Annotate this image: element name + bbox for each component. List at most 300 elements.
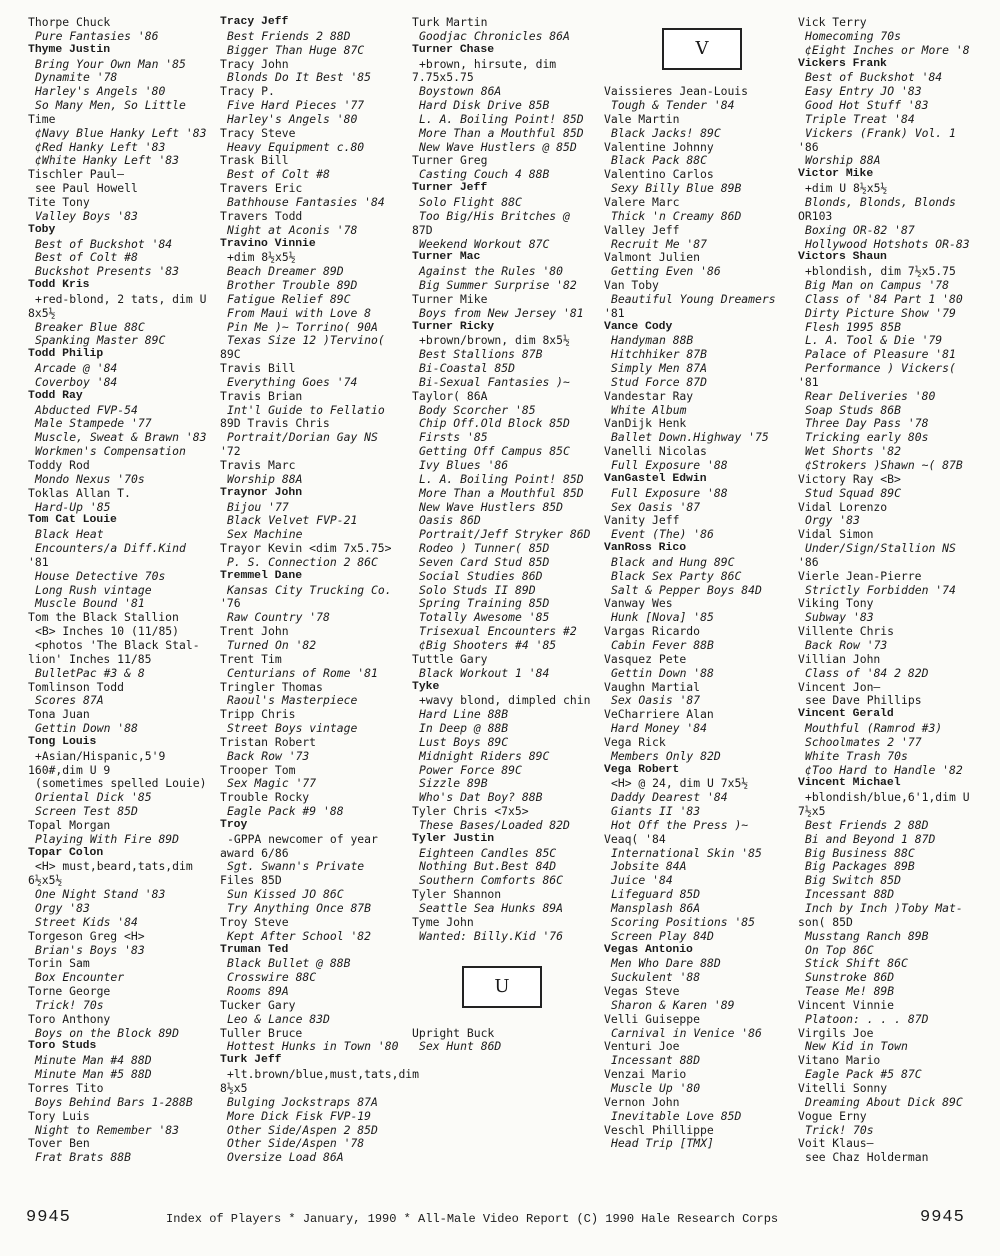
index-entry: Tracy Steve (220, 125, 296, 140)
video-title: House Detective 70s (35, 568, 166, 583)
video-title: Getting Even '86 (611, 264, 721, 279)
video-title: Boys from New Jersey '81 (419, 305, 584, 320)
index-entry: Toddy Rod (28, 458, 90, 472)
video-title: Raoul's Masterpiece (227, 693, 358, 708)
video-title: Eagle Pack #5 87C (805, 1067, 922, 1082)
video-title: Sex Magic '77 (227, 776, 317, 791)
index-entry: Taylor( 86A (412, 388, 488, 403)
video-title: Full Exposure '88 (611, 458, 728, 472)
video-title: Long Rush vintage (35, 582, 152, 597)
video-title: Hard Line 88B (419, 707, 509, 722)
index-entry: 8½x5 (220, 1080, 248, 1095)
index-entry: Torin Sam (28, 956, 90, 971)
video-title: Hitchhiker 87B (611, 347, 708, 362)
video-title: Seattle Sea Hunks 89A (419, 901, 564, 915)
video-title: Spring Training 85D (419, 596, 550, 611)
player-name: VanRoss Rico (604, 542, 687, 555)
index-entry: Tringler Thomas (220, 679, 323, 694)
video-title: Seven Card Stud 85D (419, 554, 550, 569)
video-title: Getting Off Campus 85C (419, 444, 570, 459)
index-entry: Trent John (220, 624, 289, 639)
video-title: Head Trip [TMX] (611, 1136, 714, 1151)
video-title: New Wave Hustlers 85D (419, 499, 564, 514)
player-name: Thyme Justin (28, 43, 111, 56)
video-title: ¢Big Shooters #4 '85 (419, 637, 557, 652)
index-entry: VanDijk Henk (604, 416, 687, 431)
player-name: Truman Ted (220, 943, 289, 956)
video-title: Black Workout 1 '84 (419, 665, 550, 680)
index-entry: Vaissieres Jean-Louis (604, 84, 749, 99)
video-title: Body Scorcher '85 (419, 402, 536, 417)
video-title: Homecoming 70s (805, 28, 902, 43)
video-title: Full Exposure '88 (611, 485, 728, 500)
video-title: Black Jacks! 89C (611, 125, 721, 140)
video-title: Black Heat (35, 527, 104, 542)
index-entry: Tracy P. (220, 84, 275, 99)
index-entry: Vale Martin (604, 111, 680, 126)
video-title: Workmen's Compensation (35, 444, 186, 459)
video-title: Carnival in Venice '86 (611, 1025, 762, 1040)
index-entry: Travis Brian (220, 388, 303, 403)
page-number-right: 9945 (920, 1208, 965, 1227)
video-title: Trisexual Encounters #2 (419, 624, 577, 639)
video-title: Muscle Bound '81 (35, 596, 145, 611)
video-title: Vickers (Frank) Vol. 1 (805, 125, 956, 140)
index-entry: Tyler Chris <7x5> (412, 804, 529, 819)
video-title: Kept After School '82 (227, 928, 372, 943)
index-entry: Vitelli Sonny (798, 1080, 888, 1095)
video-title: Dynamite '78 (35, 70, 118, 85)
index-entry: Tyler Shannon (412, 887, 502, 902)
player-detail: +brown, hirsute, dim (419, 56, 557, 71)
video-title: Crosswire 88C (227, 970, 317, 985)
video-title: Breaker Blue 88C (35, 319, 145, 334)
index-entry: 7.75x5.75 (412, 70, 474, 85)
video-title: Rooms 89A (227, 984, 289, 999)
video-title: Totally Awesome '85 (419, 610, 550, 625)
index-entry: Vitano Mario (798, 1053, 881, 1068)
index-entry: 89D Travis Chris (220, 416, 330, 431)
video-title: Int'l Guide to Fellatio (227, 402, 385, 417)
index-entry: Vick Terry (798, 15, 867, 29)
index-entry: Valere Marc (604, 194, 680, 209)
video-title: Southern Comforts 86C (419, 873, 564, 888)
video-title: Black Sex Party 86C (611, 568, 742, 583)
video-title: Power Force 89C (419, 762, 522, 777)
video-title: Playing With Fire 89D (35, 831, 180, 846)
player-name: Toby (28, 223, 56, 236)
index-entry: Valentine Johnny (604, 139, 714, 154)
player-name: Tom Cat Louie (28, 514, 117, 527)
video-title: Juice '84 (611, 873, 673, 888)
video-title: Other Side/Aspen '78 (227, 1136, 365, 1151)
video-title: Lifeguard 85D (611, 887, 701, 902)
index-entry: Valentino Carlos (604, 167, 714, 182)
index-entry: Voit Klaus— (798, 1136, 874, 1151)
index-entry: VeCharriere Alan (604, 707, 714, 722)
video-title: Strictly Forbidden '74 (805, 582, 956, 597)
index-entry: Troy Steve (220, 914, 289, 929)
index-entry: Upright Buck (412, 1025, 495, 1040)
index-entry: Tona Juan (28, 707, 90, 722)
player-detail: +wavy blond, dimpled chin (419, 693, 591, 708)
index-entry: Trask Bill (220, 153, 289, 168)
video-title: Inevitable Love 85D (611, 1108, 742, 1123)
video-title: Hard Disk Drive 85B (419, 98, 550, 113)
player-name: Tyke (412, 680, 440, 693)
index-entry: Vasquez Pete (604, 651, 687, 666)
video-title: Coverboy '84 (35, 374, 118, 389)
video-title: Suckulent '88 (611, 970, 701, 985)
video-title: Sexy Billy Blue 89B (611, 181, 742, 196)
video-title: Rear Deliveries '80 (805, 388, 936, 403)
index-entry: Vanelli Nicolas (604, 444, 707, 459)
player-detail: +lt.brown/blue,must,tats,dim (227, 1067, 420, 1082)
video-title: Ballet Down.Highway '75 (611, 430, 769, 445)
index-entry: Tischler Paul— (28, 167, 125, 182)
video-title: So Many Men, So Little (35, 98, 186, 113)
video-title: Gettin Down '88 (611, 665, 714, 680)
player-name: Travino Vinnie (220, 237, 316, 250)
video-title: Texas Size 12 )Tervino( (227, 333, 385, 348)
video-title: In Deep @ 88B (419, 721, 509, 736)
video-title: Best of Buckshot '84 (35, 236, 173, 251)
video-title: ¢Red Hanky Left '83 (35, 139, 166, 154)
video-title: Oasis 86D (419, 513, 481, 528)
video-title: Dirty Picture Show '79 (805, 305, 956, 320)
video-title: From Maui with Love 8 (227, 305, 372, 320)
index-entry: Vidal Simon (798, 527, 874, 542)
player-name: Turner Mac (412, 251, 481, 264)
video-title: International Skin '85 (611, 845, 762, 860)
video-title: Raw Country '78 (227, 610, 330, 625)
video-title: Beach Dreamer 89D (227, 264, 344, 279)
video-title: Bi and Beyond 1 87D (805, 831, 936, 846)
video-title: ¢Eight Inches or More '8 (805, 42, 970, 57)
video-title: Bathhouse Fantasies '84 (227, 194, 385, 209)
video-title: Event (The) '86 (611, 527, 714, 542)
video-title: Scoring Positions '85 (611, 914, 756, 929)
index-entry: Vaughn Martial (604, 679, 701, 694)
index-entry: Villente Chris (798, 624, 895, 639)
video-title: Night at Aconis '78 (227, 222, 358, 237)
video-title: Portrait/Dorian Gay NS (227, 430, 378, 445)
video-title: Sun Kissed JO 86C (227, 887, 344, 902)
video-title: Incessant 88D (805, 887, 895, 902)
video-title: Platoon: . . . 87D (805, 1011, 929, 1026)
video-title: Blonds Do It Best '85 (227, 70, 372, 85)
video-title: Three Day Pass '78 (805, 416, 929, 431)
video-title: Soap Studs 86B (805, 402, 902, 417)
video-title: One Night Stand '83 (35, 887, 166, 902)
video-title: Big Packages 89B (805, 859, 915, 874)
index-column-1 (28, 16, 220, 1165)
video-title: Too Big/His Britches @ (419, 208, 570, 223)
video-title: Nothing But.Best 84D (419, 859, 557, 874)
video-title: Good Hot Stuff '83 (805, 98, 929, 113)
video-title: Bi-Coastal 85D (419, 361, 516, 376)
index-entry: Travis Bill (220, 361, 296, 376)
video-title: Bring Your Own Man '85 (35, 56, 186, 71)
index-entry: Tory Luis (28, 1108, 90, 1123)
video-title: Worship 88A (227, 471, 303, 486)
player-detail: (sometimes spelled Louie) (35, 776, 207, 791)
video-title: Eagle Pack #9 '88 (227, 804, 344, 819)
video-title: Mansplash 86A (611, 901, 701, 915)
video-title: Salt & Pepper Boys 84D (611, 582, 762, 597)
index-entry: 87D (412, 222, 433, 237)
video-title: Box Encounter (35, 970, 125, 985)
video-title: Muscle, Sweat & Brawn '83 (35, 430, 207, 445)
index-entry: Valley Jeff (604, 222, 680, 237)
video-title: Kansas City Trucking Co. (227, 582, 392, 597)
video-title: ¢Navy Blue Hanky Left '83 (35, 125, 207, 140)
video-title: Class of '84 2 82D (805, 665, 929, 680)
player-name: Victors Shaun (798, 251, 887, 264)
index-entry: Tracy John (220, 56, 289, 71)
video-title: Valley Boys '83 (35, 208, 138, 223)
video-title: Street Boys vintage (227, 721, 358, 736)
video-title: Stud Squad 89C (805, 485, 902, 500)
index-entry: Vandestar Ray (604, 388, 694, 403)
video-title: Best Stallions 87B (419, 347, 543, 362)
index-entry: Tom the Black Stallion (28, 610, 179, 625)
video-title: Midnight Riders 89C (419, 748, 550, 763)
video-title: Male Stampede '77 (35, 416, 152, 431)
index-entry: lion' Inches 11/85 (28, 651, 152, 666)
video-title: Harley's Angels '80 (227, 111, 358, 126)
video-title: Gettin Down '88 (35, 721, 138, 736)
video-title: Portrait/Jeff Stryker 86D (419, 527, 591, 542)
player-name: Traynor John (220, 486, 303, 499)
video-title: Boys on the Block 89D (35, 1025, 180, 1040)
player-detail: -GPPA newcomer of year (227, 831, 378, 846)
video-title: P. S. Connection 2 86C (227, 554, 378, 569)
video-title: Bigger Than Huge 87C (227, 42, 365, 57)
index-entry: '81 (798, 374, 819, 389)
video-title: Night to Remember '83 (35, 1122, 180, 1137)
index-entry: Time (28, 111, 56, 126)
video-title: Sex Hunt 86D (419, 1039, 502, 1054)
video-title: Black Pack 88C (611, 153, 708, 168)
player-detail: +dim 8½x5½ (227, 250, 296, 265)
video-title: Best of Colt #8 (35, 250, 138, 265)
video-title: Centurians of Rome '81 (227, 665, 378, 680)
video-title: Bulging Jockstraps 87A (227, 1094, 378, 1109)
video-title: Heavy Equipment c.80 (227, 139, 365, 154)
video-title: Goodjac Chronicles 86A (419, 28, 570, 43)
index-column-2 (220, 16, 420, 1165)
index-entry: Trent Tim (220, 651, 282, 666)
video-title: New Kid in Town (805, 1039, 908, 1054)
video-title: Schoolmates 2 '77 (805, 734, 922, 749)
index-column-4 (604, 16, 796, 1151)
video-title: Trick! 70s (805, 1122, 874, 1137)
video-title: Black and Hung 89C (611, 554, 735, 569)
video-title: Abducted FVP-54 (35, 402, 138, 417)
video-title: Triple Treat '84 (805, 111, 915, 126)
video-title: Recruit Me '87 (611, 236, 708, 251)
video-title: Wet Shorts '82 (805, 444, 902, 459)
player-name: Tremmel Dane (220, 569, 303, 582)
player-detail: see Chaz Holderman (805, 1150, 929, 1165)
video-title: Sex Oasis '87 (611, 693, 701, 708)
index-entry: Tucker Gary (220, 997, 296, 1012)
video-title: Hot Off the Press )~ (611, 817, 749, 832)
video-title: Sex Oasis '87 (611, 499, 701, 514)
video-title: Against the Rules '80 (419, 264, 564, 279)
video-title: White Trash 70s (805, 748, 908, 763)
video-title: Back Row '73 (805, 637, 888, 652)
player-detail: +blondish, dim 7½x5.75 (805, 264, 956, 279)
index-entry: '86 (798, 139, 819, 154)
video-title: More Than a Mouthful 85D (419, 485, 584, 500)
index-entry: Virgils Joe (798, 1025, 874, 1040)
player-detail: <H> must,beard,tats,dim (35, 859, 193, 874)
video-title: Men Who Dare 88D (611, 956, 721, 971)
video-title: ¢Strokers )Shawn ~( 87B (805, 458, 963, 472)
video-title: Weekend Workout 87C (419, 236, 550, 251)
player-detail: +blondish/blue,6'1,dim U (805, 790, 970, 805)
video-title: Hunk [Nova] '85 (611, 610, 714, 625)
video-title: Musstang Ranch 89B (805, 928, 929, 943)
video-title: Beautiful Young Dreamers (611, 291, 776, 306)
index-entry: Turk Martin (412, 15, 488, 29)
video-title: Scores 87A (35, 693, 104, 708)
video-title: Trick! 70s (35, 997, 104, 1012)
video-title: Chip Off.Old Block 85D (419, 416, 570, 431)
index-entry: OR103 (798, 208, 833, 223)
video-title: Arcade @ '84 (35, 361, 118, 376)
video-title: Eighteen Candles 85C (419, 845, 557, 860)
index-column-3 (412, 16, 604, 1054)
index-entry: '72 (220, 444, 241, 459)
index-entry: Travers Eric (220, 181, 303, 196)
index-entry: Van Toby (604, 278, 659, 293)
spacer (412, 1013, 604, 1027)
video-title: Sharon & Karen '89 (611, 997, 735, 1012)
index-entry: Turner Mike (412, 291, 488, 306)
player-detail: +brown/brown, dim 8x5½ (419, 333, 570, 348)
video-title: Frat Brats 88B (35, 1150, 132, 1165)
player-name: Todd Ray (28, 389, 83, 402)
player-name: Turner Jeff (412, 182, 488, 195)
index-entry: Torres Tito (28, 1080, 104, 1095)
player-detail: +Asian/Hispanic,5'9 (35, 748, 166, 763)
video-title: Best of Colt #8 (227, 167, 330, 182)
player-name: Tong Louis (28, 735, 97, 748)
video-title: Boxing OR-82 '87 (805, 222, 915, 237)
video-title: Palace of Pleasure '81 (805, 347, 956, 362)
video-title: Hottest Hunks in Town '80 (227, 1039, 399, 1054)
player-name: Vincent Michael (798, 777, 901, 790)
video-title: Minute Man #5 88D (35, 1067, 152, 1082)
video-title: Try Anything Once 87B (227, 901, 372, 915)
player-name: Turner Chase (412, 43, 495, 56)
player-detail: +dim U 8½x5½ (805, 181, 888, 196)
player-name: Tyler Justin (412, 832, 495, 845)
video-title: Inch by Inch )Toby Mat- (805, 901, 963, 915)
video-title: On Top 86C (805, 942, 874, 957)
video-title: Handyman 88B (611, 333, 694, 348)
index-entry: Vegas Steve (604, 984, 680, 999)
video-title: Black Velvet FVP-21 (227, 513, 358, 528)
page-footer (0, 1204, 1000, 1234)
index-entry: '81 (28, 554, 49, 569)
video-title: Mouthful (Ramrod #3) (805, 721, 943, 736)
video-title: Flesh 1995 85B (805, 319, 902, 334)
index-entry: Vincent Vinnie (798, 997, 895, 1012)
video-title: More Than a Mouthful 85D (419, 125, 584, 140)
index-entry: Trooper Tom (220, 762, 296, 777)
video-title: Wanted: Billy.Kid '76 (419, 928, 564, 943)
video-title: Thick 'n Creamy 86D (611, 208, 742, 223)
video-title: Screen Play 84D (611, 928, 714, 943)
video-title: Other Side/Aspen 2 85D (227, 1122, 378, 1137)
video-title: Encounters/a Diff.Kind (35, 541, 186, 556)
index-entry: Vanway Wes (604, 596, 673, 611)
video-title: Sizzle 89B (419, 776, 488, 791)
index-entry: Valmont Julien (604, 250, 701, 265)
player-detail: see Dave Phillips (805, 693, 922, 708)
index-entry: 8x5½ (28, 305, 56, 320)
video-title: Worship 88A (805, 153, 881, 168)
video-title: Tease Me! 89B (805, 984, 895, 999)
index-entry: Vanity Jeff (604, 513, 680, 528)
video-title: Big Summer Surprise '82 (419, 278, 577, 293)
video-title: Solo Studs II 89D (419, 582, 536, 597)
index-entry: Tyme John (412, 914, 474, 929)
video-title: Daddy Dearest '84 (611, 790, 728, 805)
video-title: Subway '83 (805, 610, 874, 625)
index-entry: Turner Greg (412, 153, 488, 168)
index-entry: Tuller Bruce (220, 1025, 303, 1040)
video-title: Big Man on Campus '78 (805, 278, 950, 293)
index-entry: Tuttle Gary (412, 651, 488, 666)
index-entry: Tomlinson Todd (28, 679, 125, 694)
video-title: L. A. Tool & Die '79 (805, 333, 943, 348)
index-entry: award 6/86 (220, 845, 289, 860)
index-entry: Veschl Phillippe (604, 1122, 714, 1137)
video-title: These Bases/Loaded 82D (419, 817, 570, 832)
player-detail: <H> @ 24, dim U 7x5½ (611, 776, 749, 791)
player-name: Victor Mike (798, 168, 874, 181)
index-entry: Tristan Robert (220, 734, 317, 749)
player-name: Vega Robert (604, 763, 680, 776)
video-title: Brian's Boys '83 (35, 942, 145, 957)
video-title: Hollywood Hotshots OR-83 (805, 236, 970, 251)
video-title: L. A. Boiling Point! 85D (419, 471, 584, 486)
video-title: Pin Me )~ Torrino( 90A (227, 319, 378, 334)
index-entry: Vargas Ricardo (604, 624, 701, 639)
video-title: Cabin Fever 88B (611, 637, 714, 652)
video-title: Black Bullet @ 88B (227, 956, 351, 971)
player-name: Topar Colon (28, 846, 104, 859)
video-title: ¢White Hanky Left '83 (35, 153, 180, 168)
index-entry: '81 (604, 305, 625, 320)
video-title: Best of Buckshot '84 (805, 70, 943, 85)
video-title: Sgt. Swann's Private (227, 859, 365, 874)
index-entry: Tite Tony (28, 194, 90, 209)
index-entry: Vierle Jean-Pierre (798, 568, 922, 583)
index-entry: Tripp Chris (220, 707, 296, 722)
video-title: Screen Test 85D (35, 804, 138, 819)
index-entry: Victory Ray <B> (798, 471, 901, 486)
video-title: Muscle Up '80 (611, 1080, 701, 1095)
video-title: More Dick Fisk FVP-19 (227, 1108, 372, 1123)
index-column-5 (798, 16, 990, 1165)
video-title: Boystown 86A (419, 84, 502, 99)
